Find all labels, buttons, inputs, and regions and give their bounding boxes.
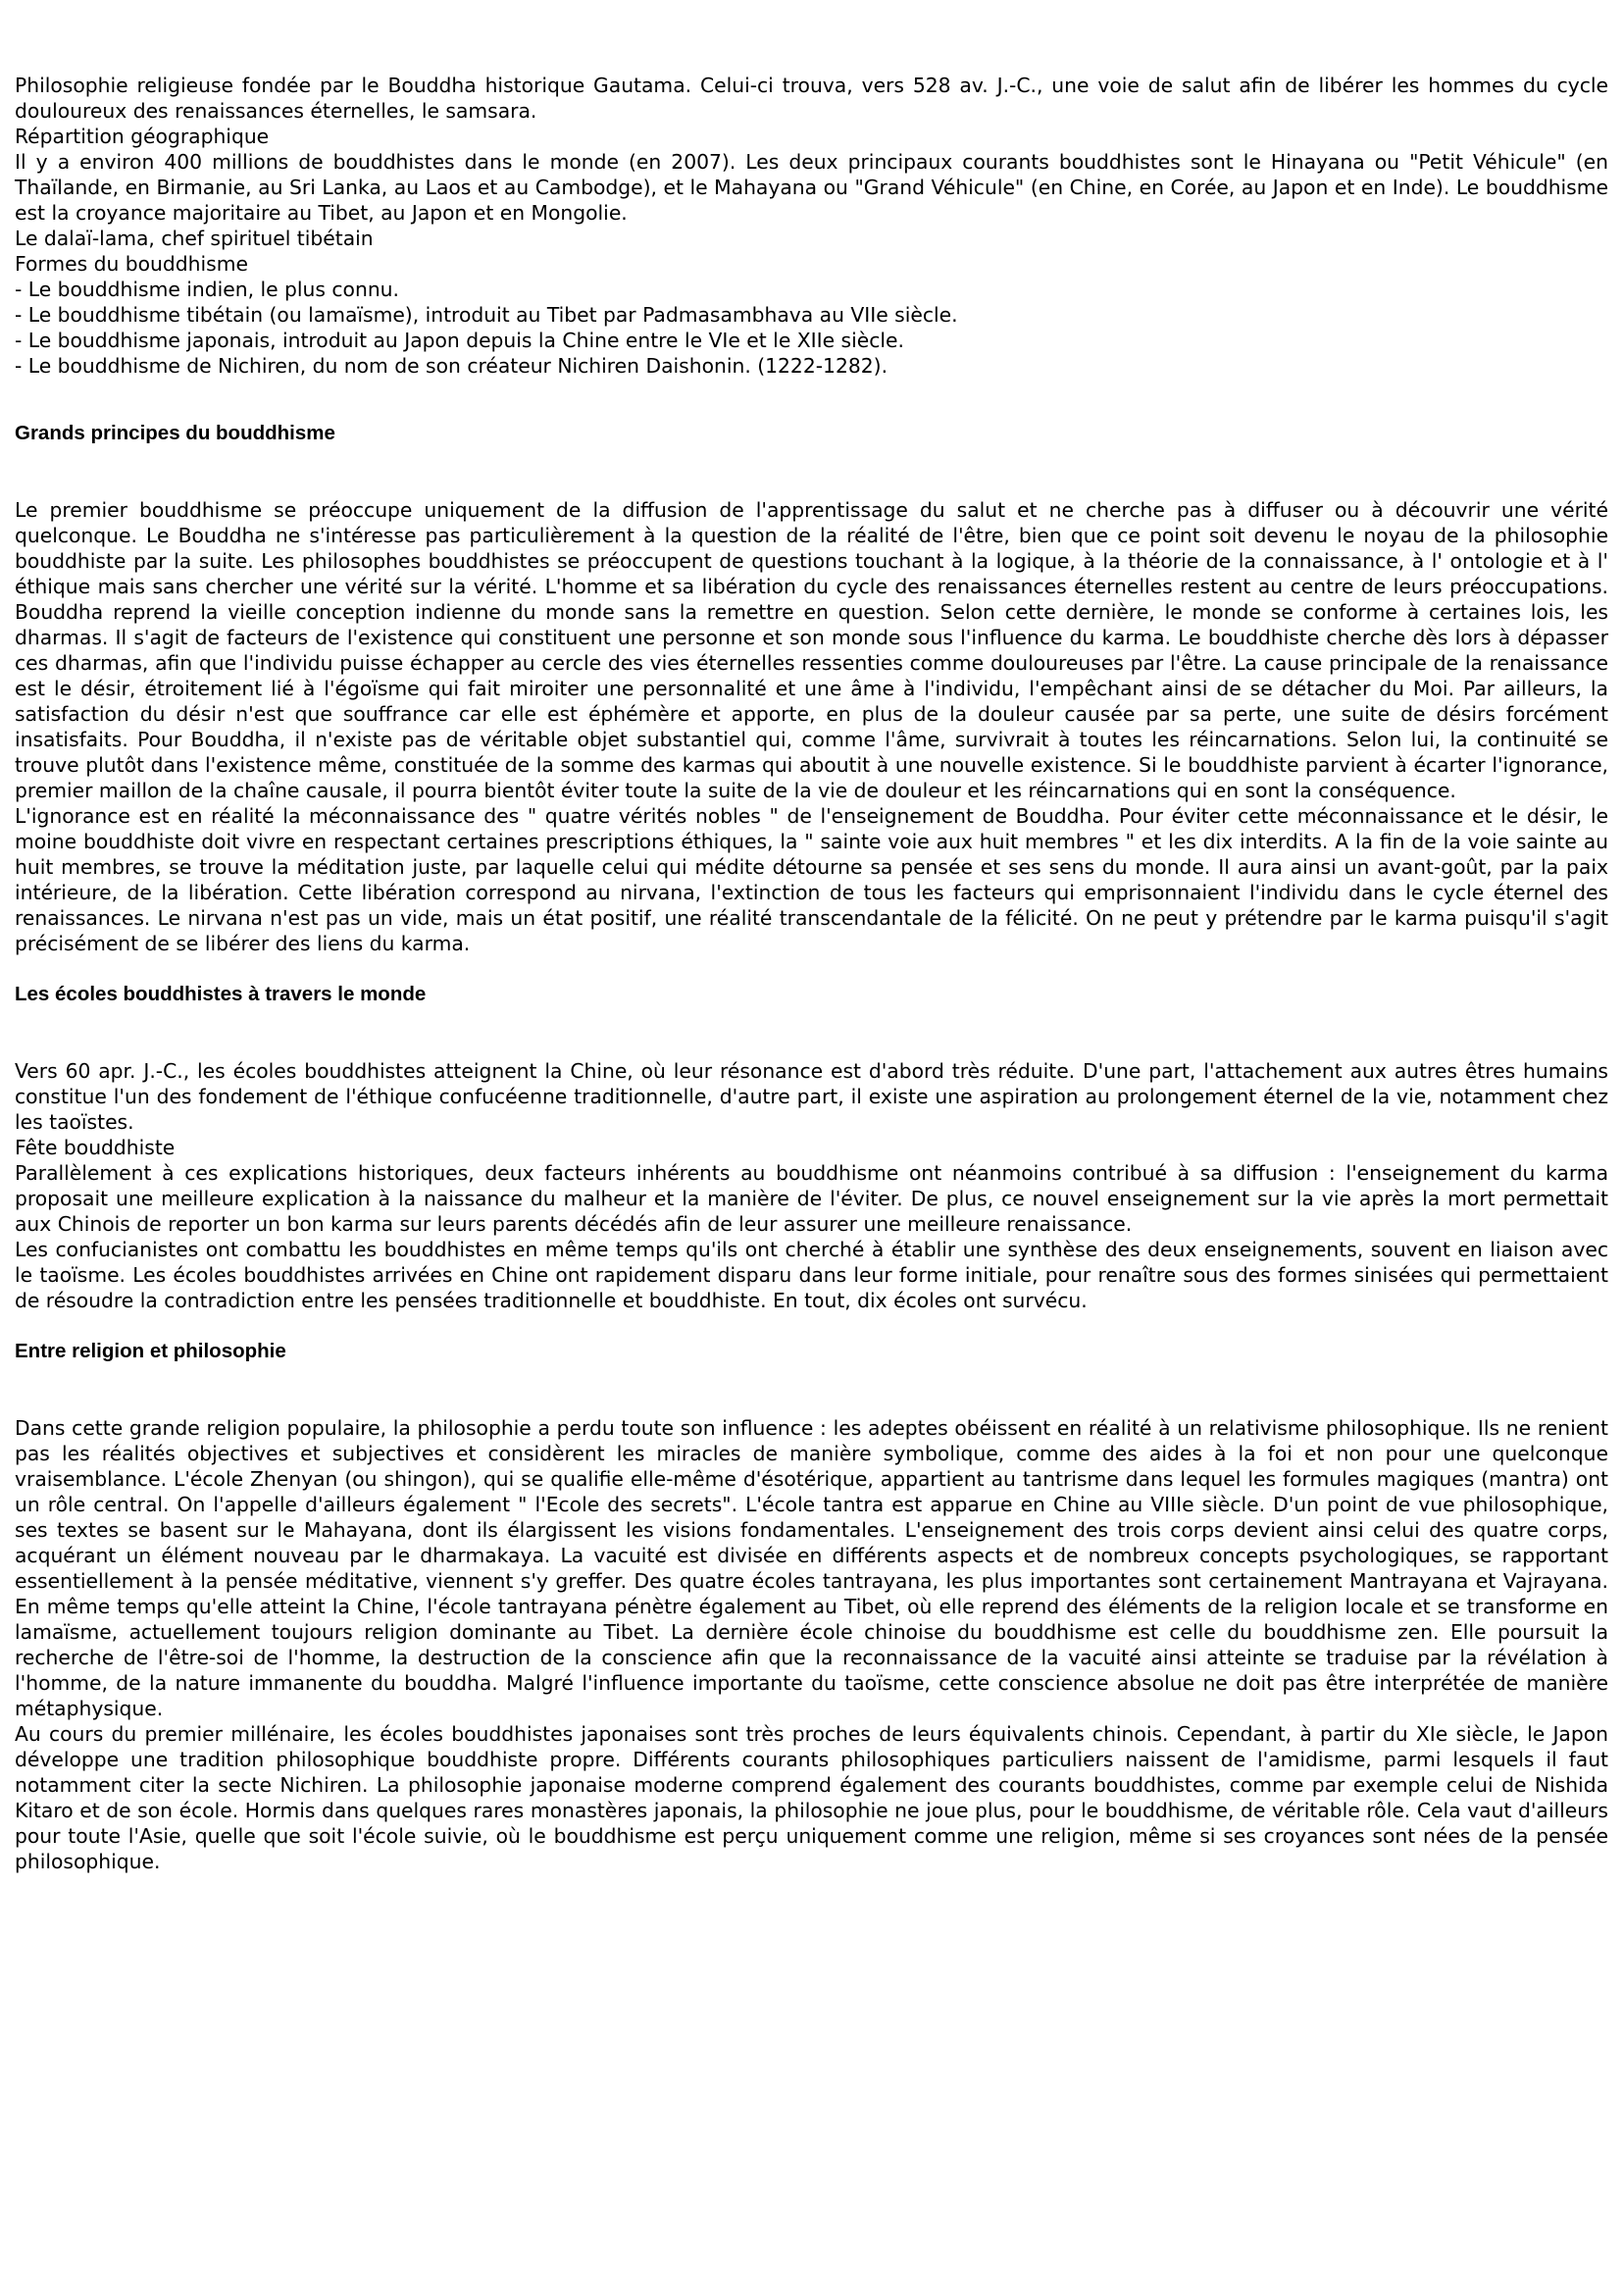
section-heading-religion-philosophy: Entre religion et philosophie <box>15 1340 286 1362</box>
religion-philosophy-paragraph: Au cours du premier millénaire, les écoles bouddhistes japonaises sont très proches de leurs équivalents chinois. Cependant, à partir du XIe siècle, le Japon développe une tradition philosophique bouddhiste propre. Différents courants philosophiques particuliers naissent de l'amidisme, parmi lesquels il faut notamment citer la secte Nichiren. La philosophie japonaise moderne comprend également des courants bouddhistes, comme par exemple celui de Nishida Kitaro et de son école. Hormis dans quelques rares monastères japonais, la philosophie ne joue plus, pour le bouddhisme, de véritable rôle. Cela vaut d'ailleurs pour toute l'Asie, quelle que soit l'école suivie, où le bouddhisme est perçu uniquement comme une religion, même si ses croyances sont nées de la pensée philosophique. <box>15 1722 1608 1873</box>
subheading-geographic-distribution: Répartition géographique <box>15 125 270 148</box>
section-heading-principles: Grands principes du bouddhisme <box>15 422 335 444</box>
principles-paragraph: L'ignorance est en réalité la méconnaissance des " quatre vérités nobles " de l'enseignement de Bouddha. Pour éviter cette méconnaissance et le désir, le moine bouddhiste doit vivre en respectant certaines prescriptions éthiques, la " sainte voie aux huit membres " et les dix interdits. A la fin de la voie sainte au huit membres, se trouve la méditation juste, par laquelle celui qui médite détourne sa pensée et ses sens du monde. Il aura ainsi un avant-goût, par la paix intérieure, de la libération. Cette libération correspond au nirvana, l'extinction de tous les facteurs qui emprisonnaient l'individu dans le cycle éternel des renaissances. Le nirvana n'est pas un vide, mais un état positif, une réalité transcendantale de la félicité. On ne peut y prétendre par le karma puisqu'il s'agit précisément de se libérer des liens du karma. <box>15 804 1608 955</box>
section-heading-schools: Les écoles bouddhistes à travers le monde <box>15 983 427 1005</box>
buddhist-festival-caption: Fête bouddhiste <box>15 1136 176 1159</box>
distribution-paragraph: Il y a environ 400 millions de bouddhistes dans le monde (en 2007). Les deux principaux courants bouddhistes sont le Hinayana ou "Petit Véhicule" (en Thaïlande, en Birmanie, au Sri Lanka, au Laos et au Cambodge), et le Mahayana ou "Grand Véhicule" (en Chine, en Corée, au Japon et en Inde). Le bouddhisme est la croyance majoritaire au Tibet, au Japon et en Mongolie. <box>15 150 1608 225</box>
schools-paragraph: Les confucianistes ont combattu les bouddhistes en même temps qu'ils ont cherché à établir une synthèse des deux enseignements, souvent en liaison avec le taoïsme. Les écoles bouddhistes arrivées en Chine ont rapidement disparu dans leur forme initiale, pour renaître sous des formes sinisées qui permettaient de résoudre la contradiction entre les pensées traditionnelle et bouddhiste. En tout, dix écoles ont survécu. <box>15 1238 1608 1312</box>
dalai-lama-caption: Le dalaï-lama, chef spirituel tibétain <box>15 227 374 250</box>
principles-paragraph: Le premier bouddhisme se préoccupe uniquement de la diffusion de l'apprentissage du salut et ne cherche pas à diffuser ou à découvrir une vérité quelconque. Le Bouddha ne s'intéresse pas particulièrement à la question de la réalité de l'être, bien que ce point soit devenu le noyau de la philosophie bouddhiste par la suite. Les philosophes bouddhistes se préoccupent de questions touchant à la logique, à la théorie de la connaissance, à l' ontologie et à l' éthique mais sans chercher une vérité sur la vérité. L'homme et sa libération du cycle des renaissances éternelles restent au centre de leurs préoccupations. Bouddha reprend la vieille conception indienne du monde sans la remettre en question. Selon cette dernière, le monde se conforme à certaines lois, les dharmas. Il s'agit de facteurs de l'existence qui constituent une personne et son monde sous l'influence du karma. Le bouddhiste cherche dès lors à dépasser ces dharmas, afin que l'individu puisse échapper au cercle des vies éternelles ressenties comme douloureuses par l'être. La cause principale de la renaissance est le désir, étroitement lié à l'égoïsme qui fait miroiter une personnalité et une âme à l'individu, l'empêchant ainsi de se détacher du Moi. Par ailleurs, la satisfaction du désir n'est que souffrance car elle est éphémère et apporte, en plus de la douleur causée par sa perte, une suite de désirs forcément insatisfaits. Pour Bouddha, il n'existe pas de véritable objet substantiel qui, comme l'âme, survivrait à toutes les réincarnations. Selon lui, la continuité se trouve plutôt dans l'existence même, constituée de la somme des karmas qui aboutit à une nouvelle existence. Si le bouddhiste parvient à écarter l'ignorance, premier maillon de la chaîne causale, il pourra bientôt éviter toute la suite de la vie de douleur et les réincarnations qui en sont la conséquence. <box>15 498 1608 802</box>
list-item: - Le bouddhisme tibétain (ou lamaïsme), introduit au Tibet par Padmasambhava au VIIe siècle. <box>15 303 958 327</box>
document-page <box>15 73 1608 1874</box>
religion-philosophy-paragraph: Dans cette grande religion populaire, la philosophie a perdu toute son influence : les adeptes obéissent en réalité à un relativisme philosophique. Ils ne renient pas les réalités objectives et subjectives et considèrent les miracles de manière symbolique, comme des aides à la foi et non pour une quelconque vraisemblance. L'école Zhenyan (ou shingon), qui se qualifie elle-même d'ésotérique, appartient au tantrisme dans lequel les formules magiques (mantra) ont un rôle central. On l'appelle d'ailleurs également " l'Ecole des secrets". L'école tantra est apparue en Chine au VIIIe siècle. D'un point de vue philosophique, ses textes se basent sur le Mahayana, dont ils élargissent les visions fondamentales. L'enseignement des trois corps devient ainsi celui des quatre corps, acquérant un élément nouveau par le dharmakaya. La vacuité est divisée en différents aspects et de nombreux concepts psychologiques, se rapportant essentiellement à la pensée méditative, viennent s'y greffer. Des quatre écoles tantrayana, les plus importantes sont certainement Mantrayana et Vajrayana. En même temps qu'elle atteint la Chine, l'école tantrayana pénètre également au Tibet, où elle reprend des éléments de la religion locale et se transforme en lamaïsme, actuellement toujours religion dominante au Tibet. La dernière école chinoise du bouddhisme est celle du bouddhisme zen. Elle poursuit la recherche de l'être-soi de l'homme, la destruction de la conscience afin que la reconnaissance de la vacuité ainsi atteinte se traduise par la révélation à l'homme, de la nature immanente du bouddha. Malgré l'influence importante du taoïsme, cette conscience absolue ne doit pas être interprétée de manière métaphysique. <box>15 1416 1608 1720</box>
list-item: - Le bouddhisme de Nichiren, du nom de son créateur Nichiren Daishonin. (1222-1282). <box>15 354 888 378</box>
list-item: - Le bouddhisme indien, le plus connu. <box>15 278 399 301</box>
schools-paragraph: Parallèlement à ces explications historiques, deux facteurs inhérents au bouddhisme ont néanmoins contribué à sa diffusion : l'enseignement du karma proposait une meilleure explication à la naissance du malheur et la manière de l'éviter. De plus, ce nouvel enseignement sur la vie après la mort permettait aux Chinois de reporter un bon karma sur leurs parents décédés afin de leur assurer une meilleure renaissance. <box>15 1161 1608 1236</box>
list-item: - Le bouddhisme japonais, introduit au Japon depuis la Chine entre le VIe et le XIIe siècle. <box>15 329 904 352</box>
schools-paragraph: Vers 60 apr. J.-C., les écoles bouddhistes atteignent la Chine, où leur résonance est d'abord très réduite. D'une part, l'attachement aux autres êtres humains constitue l'un des fondement de l'éthique confucéenne traditionnelle, d'autre part, il existe une aspiration au prolongement éternel de la vie, notamment chez les taoïstes. <box>15 1059 1608 1134</box>
intro-paragraph: Philosophie religieuse fondée par le Bouddha historique Gautama. Celui-ci trouva, vers 528 av. J.-C., une voie de salut afin de libérer les hommes du cycle douloureux des renaissances éternelles, le samsara. <box>15 74 1608 123</box>
subheading-forms-of-buddhism: Formes du bouddhisme <box>15 252 248 276</box>
